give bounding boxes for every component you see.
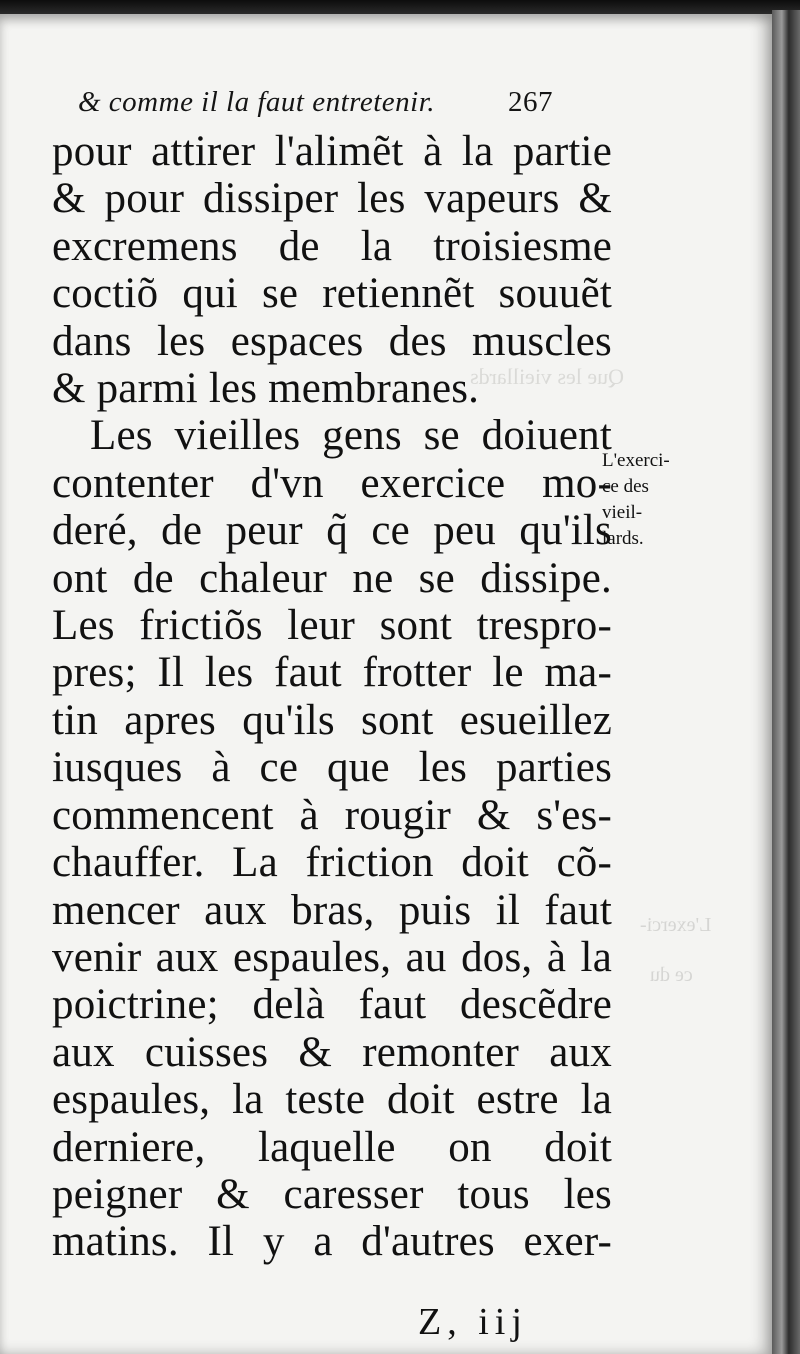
text-line: pres; Il les faut frotter le ma- (52, 649, 612, 697)
text-line: deré, de peur q̃ ce peu qu'ils (52, 507, 612, 555)
text-line: commencent à rougir & s'es- (52, 791, 612, 839)
text-line: tin apres qu'ils sont esueillez (52, 696, 612, 744)
signature-mark: Z, iij (418, 1301, 528, 1343)
margin-note-line: vieil- (602, 502, 643, 523)
text-line: espaules, la teste doit estre la (52, 1076, 612, 1124)
text-line: pour attirer l'alimẽt à la partie (52, 128, 612, 175)
text-line: chauffer. La friction doit cõ- (52, 839, 612, 887)
margin-note-line: ce des (602, 476, 649, 497)
text-line: iusques à ce que les parties (52, 744, 612, 792)
text-line: mencer aux bras, puis il faut (52, 886, 612, 934)
text-line: coctiõ qui se retiennẽt souuẽt (52, 270, 612, 318)
text-line: matins. Il y a d'autres exer- (52, 1218, 612, 1266)
show-through-text: L'exerci- (640, 914, 712, 936)
text-line: & pour dissiper les vapeurs & (52, 175, 612, 223)
body-text (52, 128, 612, 1266)
text-line: aux cuisses & remonter aux (52, 1028, 612, 1076)
margin-note (602, 448, 722, 552)
text-line: contenter d'vn exercice mo- (52, 459, 612, 507)
book-page-edge (772, 10, 800, 1354)
page-number: 267 (508, 86, 553, 118)
text-line: derniere, laquelle on doit (52, 1123, 612, 1171)
show-through-text: ce du (650, 964, 693, 986)
text-line: venir aux espaules, au dos, à la (52, 933, 612, 981)
margin-note-line: L'exerci- (602, 450, 670, 471)
running-head (78, 86, 598, 119)
text-line: peigner & caresser tous les (52, 1170, 612, 1218)
text-line: & parmi les membranes. (52, 365, 480, 413)
text-line: poictrine; delà faut descẽdre (52, 981, 612, 1029)
running-head-title: & comme il la faut entretenir. (78, 86, 436, 118)
margin-note-line: lards. (602, 528, 644, 549)
text-line: Les frictiõs leur sont trespro- (52, 602, 612, 650)
show-through-text: Que les vieillards (470, 364, 624, 389)
text-line: Les vieilles gens se doiuent (90, 412, 612, 460)
text-line: ont de chaleur ne se dissipe. (52, 554, 612, 602)
text-line: dans les espaces des muscles (52, 317, 612, 365)
text-line: excremens de la troisiesme (52, 222, 612, 270)
